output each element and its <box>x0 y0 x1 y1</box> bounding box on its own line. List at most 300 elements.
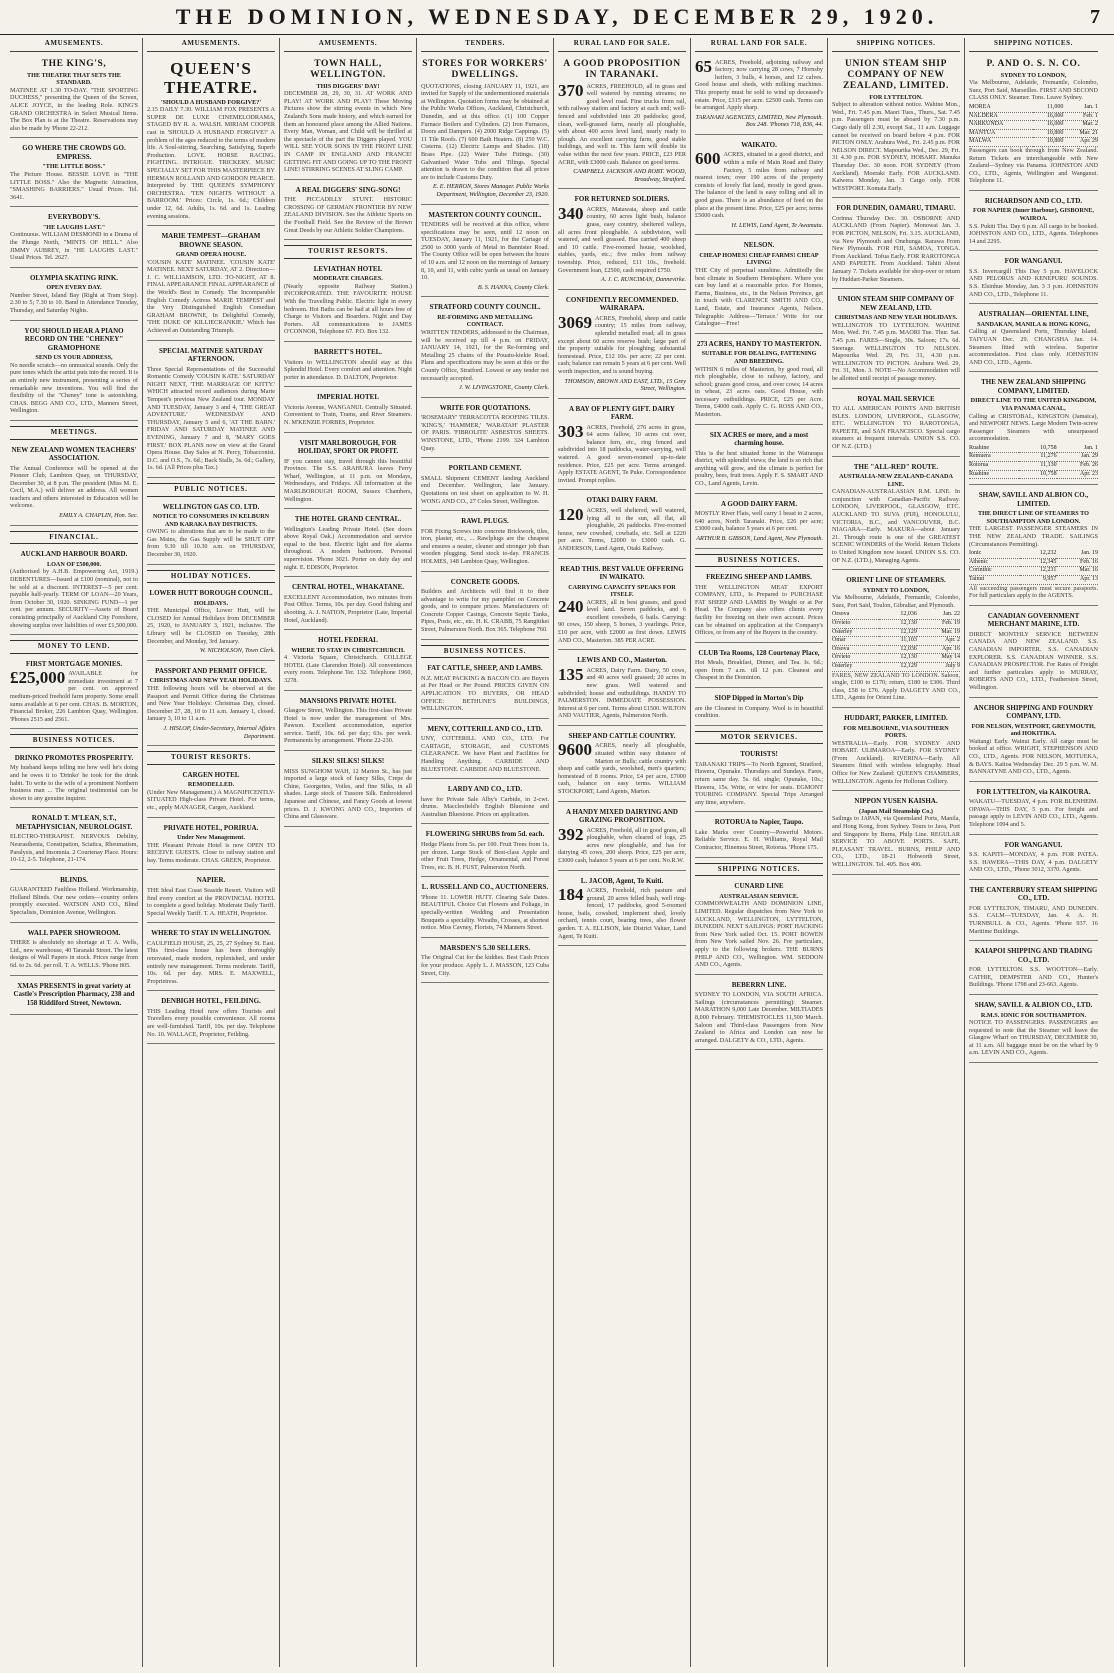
table-cell: Apr. 2 <box>917 637 960 646</box>
table-row <box>969 129 1098 138</box>
ad-text: TENDERS will be received at this office, where specifications may be seen, until 12 noon on TUESDAY, January 11, 1921, for the Cartage of 2500 to 3000 yards of Metal in Bannister Road. The County Office will be open between the hours of 10 a.m. and 12 noon on the mornings of January 8, 10, and 11, with cubic yards as usual on January 10. <box>421 221 549 282</box>
ad-body <box>10 171 138 201</box>
advertisement <box>284 512 412 577</box>
table-cell: 10,758 <box>1019 445 1057 453</box>
ad-heading: FOR WANGANUI. <box>1004 840 1063 849</box>
ad-subheading: "THE LITTLE BOSS." <box>42 163 106 171</box>
advertisement <box>695 879 823 974</box>
ad-heading: LOWER HUTT BOROUGH COUNCIL. <box>149 589 273 598</box>
ad-heading: DRINKO PROMOTES PROSPERITY. <box>14 753 134 762</box>
ad-body <box>695 829 823 852</box>
ad-body <box>558 742 686 795</box>
ad-heading: ANCHOR SHIPPING AND FOUNDRY COMPANY, LTD. <box>973 703 1094 721</box>
ad-body <box>10 568 138 629</box>
ad-heading: STORES FOR WORKERS' DWELLINGS. <box>422 58 548 80</box>
section-heading: TOURIST RESORTS. <box>147 751 275 765</box>
ad-heading: NIPPON YUSEN KAISHA. <box>854 797 938 806</box>
advertisement <box>832 711 960 791</box>
columns <box>6 38 1108 1667</box>
advertisement <box>284 390 412 432</box>
ad-body <box>10 362 138 415</box>
table-cell: Ionic <box>969 550 1020 558</box>
table-cell: Orvieto <box>832 620 879 629</box>
ad-text: THE following hours will be observed at the Passport and Permit Office during the Christmas and New Year Holidays: Christmas Day, closed. December 27, 28, 10 to 11 a.m. January 1, closed. January 3, 10 to 11 a.m. <box>147 684 275 723</box>
table-cell: Orsova <box>832 611 879 619</box>
advertisement <box>421 722 549 779</box>
column-6 <box>691 38 828 1667</box>
table-cell: 16,000 <box>1033 112 1064 121</box>
ad-heading: WHERE TO STAY IN WELLINGTON. <box>151 929 271 938</box>
ad-body <box>558 824 686 865</box>
ad-text: WELLINGTON TO LYTTELTON. WAHINE Mon. Wed. Fri. 7.45 p.m. MAORI Tue. Thur. Sat. 7.45 p.m. FARES—Single, 30s. Saloon; 17s. 6d. Steerage. WELLINGTON TO NELSON. Mapourika Wed. 29, Fri. 31, 4.30 p.m. WELLINGTON TO PICTON. Arahura Wed. 29, Fri. 31, Mon. 3. NOTE—No Accommodation will be allotted until receipt of passage money. <box>832 321 960 382</box>
sailing-table <box>832 611 960 671</box>
ad-body <box>421 528 549 566</box>
advertisement <box>695 978 823 1051</box>
ad-subheading: RE-FORMING AND METALLING CONTRACT. <box>437 313 533 329</box>
advertisement <box>695 570 823 643</box>
advertisement <box>147 229 275 341</box>
ad-text: ACRES, Matawaia, sheep and cattle country, 60 acres light bush, balance grass, easy country, sheltered valleys, all acres front ploughable. A subdivision, well watered, and well grassed. Has carried 400 sheep and 10 cattle. Five-roomed house, woolshed, stables, yards, etc.; five miles from railway township. Price, reduced, £11 10s., freehold. Government loan, £2500, cash required £750. <box>558 205 686 274</box>
ad-heading: MASTERTON COUNTY COUNCIL. <box>428 210 542 219</box>
ad-heading: BEBERRN LINE. <box>731 980 787 989</box>
page-number: 7 <box>1090 6 1100 28</box>
page-title: THE DOMINION, WEDNESDAY, DECEMBER 29, 1920. <box>175 4 939 29</box>
ad-text: ACRES, Freehold, adjoining railway and factory; now carrying 28 cows, 7 Hornsby heifers, 3 bulls, 4 horses, and 12 calves. Good house and sheds, with milking machines. This property must be sold to wind up deceased's estate. Price, £315 per acre. £2500 cash. Terms can be arranged. Apply sharp. <box>695 58 823 112</box>
column-2 <box>143 38 280 1667</box>
advertisement <box>969 883 1098 941</box>
ad-text: ACRES, well sheltered, well watered, lying all to the sun, all flat, all ploughable, 26 paddocks. Five-roomed house, new cowshed, cowbails, etc. Sell at £220 per acre. Terms, £2000 to £3000 cash. G. ANDERSON, Land Agent, Otaki Railway. <box>558 506 686 552</box>
ad-heading: A GOOD PROPOSITION IN TARANAKI. <box>563 58 681 80</box>
ad-body <box>147 789 275 812</box>
ad-signature: B. S. HANNA, County Clerk. <box>477 283 549 291</box>
table-cell: Jan. 1 <box>1057 445 1098 453</box>
ad-heading: SHAW, SAVILL & ALBION CO., LTD. <box>974 1001 1093 1009</box>
ad-body <box>969 79 1098 102</box>
table-row <box>969 453 1098 462</box>
table-row <box>969 558 1098 567</box>
advertisement <box>832 794 960 874</box>
table-row <box>969 445 1098 453</box>
advertisement <box>421 300 549 397</box>
ad-body <box>10 833 138 863</box>
table-cell: Rotorua <box>969 462 1019 471</box>
ad-text: FOR Fixing Screws into concrete Brickwork, tiles, iron, plaster, etc., ... Rawlplugs are the cheapest and ensures a neater, cleaner and stronger job than wooden plugging. Send stock to-day. FRANCIS HOLMES, 148 Lambton Quay, Wellington. <box>421 527 549 565</box>
table-cell: 11,276 <box>1019 453 1057 462</box>
ad-heading: OLYMPIA SKATING RINK. <box>29 273 119 282</box>
ad-body <box>969 328 1098 366</box>
ad-body <box>558 312 686 376</box>
ad-heading: THE "ALL-RED" ROUTE. <box>853 462 939 471</box>
table-cell: NALDERA <box>969 112 1033 121</box>
ad-heading: GO WHERE THE CROWDS GO. EMPRESS. <box>22 144 126 161</box>
table-cell: Mar. 16 <box>1056 567 1098 576</box>
table-cell: MOREA <box>969 104 1033 112</box>
advertisement <box>284 694 412 751</box>
ad-heading: BARRETT'S HOTEL. <box>313 348 383 357</box>
ad-body <box>284 707 412 745</box>
ad-heading: SHEEP AND CATTLE COUNTRY. <box>568 731 676 740</box>
ad-body <box>10 939 138 969</box>
table-cell: Apr. 16 <box>917 645 960 654</box>
ad-heading: MANSIONS PRIVATE HOTEL <box>299 696 397 705</box>
ad-body <box>421 954 549 977</box>
ad-heading: OTAKI DAIRY FARM. <box>586 496 658 505</box>
ad-body <box>695 900 823 968</box>
table-cell: 12,130 <box>879 620 917 629</box>
ad-text: ACRES, all in best grasses, and good level land. Seven paddocks, and 6 excellent cowsheds, 6 bails. Carrying: 90 cows, 150 sheep, 5 horses, 3 yearlings. Price, £10 per acre, with £2000 as first down. LEWIS AND CO., Masterton. 385 PER ACRE. <box>558 598 686 644</box>
advertisement <box>10 751 138 808</box>
advertisement <box>421 880 549 937</box>
ad-body <box>832 322 960 383</box>
ad-heading: HOTEL FEDERAL <box>318 636 378 645</box>
advertisement <box>284 436 412 510</box>
table-cell: 16,000 <box>1033 121 1064 130</box>
ad-heading: FAT CATTLE, SHEEP, AND LAMBS. <box>427 664 543 673</box>
ad-body <box>10 670 138 723</box>
ad-subheading: (Japan Mail Steamship Co.) <box>859 807 933 815</box>
ad-text: The Picture House. BESSIE LOVE in "THE LITTLE BOSS." Also the Magnetic Attraction, "SMASHING BARRIERS." Usual Prices. Tel. 3641. <box>10 170 138 201</box>
ad-body <box>832 101 960 192</box>
ad-body <box>10 231 138 261</box>
ad-subheading: AUSTRALIA-NEW ZEALAND-CANADA LINE. <box>839 473 953 488</box>
ad-body <box>284 359 412 382</box>
ad-heading: CENTRAL HOTEL, WHAKATANE. <box>291 583 405 592</box>
ad-body <box>969 268 1098 298</box>
ad-text: Builders and Architects will find it to their advantage to write for my pamphlet on Concrete goods, and to compare prices. Manufacturers of: Concrete Copper Casings, Concrete Septic Tanks, Pipes, Posts, etc., etc. H. K. CRABB, 75 Rangitikei Street, Palmerston North. Box 365. Telephone 760. <box>421 588 549 634</box>
advertisement <box>421 941 549 983</box>
ad-figure: 392 <box>558 824 584 844</box>
ad-text: THE Municipal Office, Lower Hutt, will be CLOSED for Annual Holidays from DECEMBER 25, 1920, to JANUARY 3, 1921, inclusive. The Library will be CLOSED on Tuesday, 28th December, and Monday, 3rd January. <box>147 607 275 645</box>
advertisement <box>284 345 412 387</box>
ad-body <box>558 421 686 485</box>
ad-subheading: FOR MELBOURNE, VIA SOUTHERN PORTS. <box>843 724 949 740</box>
table-cell: 12,129 <box>879 663 917 672</box>
ad-body <box>421 83 549 182</box>
ad-body <box>695 450 823 488</box>
ad-text: ACRES, FREEHOLD, all in grass and well watered by running streams; no good level road. Fine trucks from rail, with railway station and factory at each end; well-fenced and subdivided into 20 paddocks; good, clean, well-grassed farm, nearly all ploughable, with about 400 acres level land, nearly ready to plough. An excellent carrying farm, good stable buildings, and well in. This farm will double its value within the next few years. PRICE, £23 PER ACRE, with £3000 cash. Balance on good terms. <box>558 82 686 166</box>
ad-heading: THE NEW ZEALAND SHIPPING COMPANY, LIMITED. <box>981 378 1086 395</box>
advertisement <box>558 874 686 947</box>
ad-heading: PASSPORT AND PERMIT OFFICE. <box>155 666 267 675</box>
ad-text: ACRES, Freehold, all in good grass, all ploughable, when cleared of logs, 25 acres new ploughable, and has for dairying 45 cows, 200 sheep. Price, £25 per acre, £3000 cash, balance 5 years at 6 per cent. No.R.W. <box>558 826 686 864</box>
ad-text: Hot Meals, Breakfast, Dinner, and Tea. Is. 6d.; open from 7 a.m. till 12 p.m. Cleanest and Cheapest in the Dominion. <box>695 659 823 682</box>
advertisement <box>832 460 960 571</box>
ad-heading: BLINDS. <box>60 875 88 884</box>
ad-text: UNY, COTTERILL AND CO., LTD. For CARTAGE, STORAGE, and CUSTOMS CLEARANCE. We have Plant and Facilities for Handling Anything. CARBIDE AND BLUESTONE. CARBIDE AND BLUESTONE. <box>421 735 549 773</box>
ad-text: THE LARGEST PASSENGER STEAMERS IN THE NEW ZEALAND TRADE. SAILINGS (Circumstances Permitting). <box>969 525 1098 548</box>
ad-figure: 370 <box>558 80 584 100</box>
ad-subheading: 'SHOULD A HUSBAND FORGIVE?' <box>160 98 262 106</box>
advertisement <box>695 691 823 726</box>
section-heading: BUSINESS NOTICES. <box>695 554 823 568</box>
table-row <box>969 104 1098 112</box>
advertisement <box>969 488 1098 606</box>
ad-heading: WALL PAPER SHOWROOM. <box>27 928 121 937</box>
ad-text: Lake Marks over Country—Powerful Motors. Reliable Service. E. H. Williams, Royal Mail Contractor, Hinemoa Street, Rotorua. 'Phone 175. <box>695 828 823 852</box>
ad-heading: HUDDART, PARKER, LIMITED. <box>844 714 948 722</box>
ad-text: MOSTLY River Flats, well carry 1 beast to 2 acres, 640 acres, North Taranaki. Price, £26 per acre; £3000 cash, balance 5 years at 6 per cent. <box>695 510 823 533</box>
section-heading: HOLIDAY NOTICES. <box>147 570 275 584</box>
ad-text: Three Special Representations of the Successful Romantic Comedy 'COUSIN KATE.' SATURDAY NIGHT NEXT, 'THE MARRIAGE OF KITTY.' WHICH attracted record audiences during Marie Tempest's previous New Zealand tour. MONDAY AND TUESDAY, January 3 and 4, 'THE GREAT ADVENTURE.' WEDNESDAY AND THURSDAY, January 5 and 6, 'AT THE BARN.' FRIDAY AND SATURDAY MATINEE AND EVENING, January 7 and 8, 'MARY GOES FIRST.' BOX PLANS now on view at the Grand Opera House. Day Sales at N. Percy, Tobacconist. D.C. and O.S., 7s. 6d.; Back Stalls, 3s. 6d.; Gallery, 1s. 6d. (All Prices plus Tax.) <box>147 365 275 472</box>
advertisement <box>832 573 960 708</box>
advertisement <box>147 821 275 871</box>
ad-heading: STRATFORD COUNTY COUNCIL. <box>429 303 541 312</box>
ad-text: COMMONWEALTH AND DOMINION LINE, LIMITED. Regular dispatches from New York to AUCKLAND, WELLINGTON, LYTTELTON, DUNEDIN. NEXT SAILINGS: PORT HACKING from New York sailed Oct. 15. PORT BOWEN from New York sailed Nov. 26. For particulars, apply to the following brokers. THE BURNS PHILP AND CO., Wellington. WM. SEDDON AND CO., Agents. <box>695 900 823 969</box>
ad-text: Number Street, Island Bay (Right at Tram Stop). 2.30 to 5; 7.30 to 10. Band in Attendance Tuesday, Thursday, and Saturday Nights. <box>10 291 138 315</box>
ad-body <box>969 413 1098 443</box>
ad-heading: AUSTRALIAN—ORIENTAL LINE, <box>978 310 1089 319</box>
ad-body <box>832 815 960 868</box>
ad-body <box>421 329 549 382</box>
ad-body <box>10 465 138 511</box>
ad-text: MISS SUNGHOM WAH, 12 Marion St., has just imported a large stock of fancy Silks, Crepe de Chine, Georgettes, Voiles, and fine Silks, in all shades. Large stock of Tussore Silk. Embroidered Japanese and Chinese, and Fancy Goods at lowest prices. D. J. KWONG AND CO., Importers of China and Glassware. <box>284 767 412 821</box>
advertisement <box>969 944 1098 995</box>
ad-subheading: THE DIRECT LINE OF STEAMERS TO SOUTHAMPTON AND LONDON. <box>977 510 1089 525</box>
ad-text: ACRES, Freehold, sheep and cattle country; 15 miles from railway, splendid metalled road; all in grass except about 60 acres reserve bush; large part of the property suitable for ploughing; substantial homestead. Price, £12 10s. per acre; 22 per cent. cash; balance can remain 5 years at 6 per cent. Well worth inspection, and is sound buying. <box>558 314 686 375</box>
advertisement <box>147 56 275 227</box>
ad-heading: YOU SHOULD HEAR A PIANO RECORD ON THE "CHENEY" GRAMOPHONE <box>24 326 124 352</box>
ad-subheading: R.M.S. IONIC FOR SOUTHAMPTON. <box>980 1011 1087 1019</box>
ad-heading: CUNARD LINE <box>734 882 784 891</box>
ad-body <box>147 685 275 723</box>
ad-text: Calling at Queensland Ports, Thursday Island. TAIYUAN Dec. 29. CHANGSHA Jan. 14. Steamers fitted with wireless. Superior accommodation. First class only. JOHNSTON AND CO., LTD., Agents. <box>969 328 1098 366</box>
ad-text: SYDNEY TO LONDON, VIA SOUTH AFRICA. Sailings (circumstances permitting): Steamer. MARATHON 9,000 Late December. MILTIADES 8,000 February. THEMISTOCLES 11,500 March. Saloon and Third-class Passengers from New Zealand to Africa and London can now be arranged. DALGETY & CO., LTD., Agents. <box>695 991 823 1044</box>
ad-body <box>147 1008 275 1038</box>
table-row <box>832 663 960 672</box>
advertisement <box>695 646 823 688</box>
column-1 <box>6 38 143 1667</box>
ad-heading: FREEZING SHEEP AND LAMBS. <box>706 573 812 582</box>
ad-subheading: AUSTRALASIAN SERVICE. <box>719 892 799 900</box>
table-cell: Apr. 29 <box>1063 138 1098 147</box>
ad-figure: 3069 <box>558 312 592 332</box>
ad-subheading: SYDNEY TO LONDON, <box>1000 71 1067 79</box>
ad-body <box>147 940 275 986</box>
ad-text: No needle scratch—no unmusical sounds. Only the pure tones which the artist puts into the record. It is an entirely new instrument, presenting a series of remarkable new inventions. You will find the flexibility of the "Cheney" tone is astonishing. CHAS. BEGG AND CO., LTD., Manners Street, Wellington. <box>10 361 138 415</box>
ad-text: Via Melbourne, Adelaide, Fremantle, Colombo, Suez, Port Said, Toulon, Gibraltar, and Plymouth. <box>832 594 960 609</box>
table-cell: Ruahine <box>969 470 1019 479</box>
ad-heading: CARGEN HOTEL <box>182 770 240 779</box>
ad-text: S.S. KAPITI—MONDAY, 4 p.m. FOR PATEA. S.S. HAWERA—THIS DAY, 4 p.m. DALGETY AND CO., LTD., 'Phone 3012, 3370. Agents. <box>969 851 1098 874</box>
ad-heading: WRITE FOR QUOTATIONS. <box>439 403 531 412</box>
ad-body <box>969 1019 1098 1057</box>
ad-heading: SPECIAL MATINEE SATURDAY AFTERNOON. <box>158 346 264 364</box>
ad-body <box>147 607 275 645</box>
ad-body <box>284 458 412 504</box>
ad-text-tail: All succeeding passengers must secure passports. For full particulars apply to the AGENTS. <box>969 584 1098 600</box>
advertisement <box>147 500 275 565</box>
ad-heading: UNION STEAM SHIP COMPANY OF NEW ZEALAND, LTD. <box>837 295 955 312</box>
advertisement <box>421 827 549 877</box>
section-heading: SHIPPING NOTICES. <box>695 863 823 877</box>
ad-heading: VISIT MARLBOROUGH, FOR HOLIDAY, SPORT OR PROFIT. <box>297 438 399 456</box>
advertisement <box>969 998 1098 1063</box>
ad-heading: A REAL DIGGERS' SING-SONG! <box>295 185 401 194</box>
ad-body <box>695 761 823 807</box>
table-cell: Feb. 16 <box>1056 558 1098 567</box>
ad-text: have for Private Sale Alby's Carbide, in 2-cwt. drums. Macclesfield's English Bluestone and Australian Bluestone. Prices on application. <box>421 795 549 818</box>
advertisement <box>147 344 275 478</box>
table-cell: 12,129 <box>879 628 917 637</box>
column-heading: RURAL LAND FOR SALE. <box>558 38 686 52</box>
ad-figure: 240 <box>558 596 584 616</box>
ad-text: 'Phone 11. LOWER HUTT. Clearing Sale Dates. BEAUTIFUL Choice Cut Flowers and Foliage, in specially-written Wedding and Presentation Bouquets a speciality. Wreaths, Crosses, at shortest notice. Miss Cavney, Florists, 74 Manners Street. <box>421 893 549 932</box>
ad-body <box>421 894 549 932</box>
advertisement <box>969 838 1098 880</box>
section-heading: MEETINGS. <box>10 426 138 440</box>
advertisement <box>558 805 686 871</box>
ad-heading: CANADIAN GOVERNMENT MERCHANT MARINE, LTD. <box>987 611 1080 629</box>
ad-subheading: CHRISTMAS AND NEW YEAR HOLIDAYS. <box>834 314 958 322</box>
column-4 <box>417 38 554 1667</box>
ad-subheading: WHERE TO STAY IN CHRISTCHURCH. <box>291 646 405 654</box>
advertisement <box>284 183 412 240</box>
advertisement <box>421 782 549 824</box>
ad-text: THIS Leading Hotel now offers Tourists and Travellers every possible convenience. All rooms are well-furnished. Tariff, 10s. per day. Telephone No. 10. WALLACE, Proprietor, Feilding. <box>147 1007 275 1038</box>
table-cell: Remuera <box>969 453 1019 462</box>
advertisement <box>147 994 275 1044</box>
ad-body <box>10 87 138 133</box>
advertisement <box>695 138 823 235</box>
ad-body <box>284 196 412 234</box>
ad-body <box>558 203 686 274</box>
table-cell: Osterley <box>832 663 879 672</box>
ad-text: (Under New Management.) A MAGNIFICENTLY-SITUATED High-class Private Hotel. For terms, etc., apply MANAGER, Cargen, Auckland. <box>147 788 275 811</box>
ad-text: SMALL Shipment CEMENT landing Auckland end December. Wellington, late January. Quotations on test sheet on application to W. H. WONG AND CO., 27 Coles Street, Wellington. <box>421 474 549 505</box>
advertisement <box>10 926 138 976</box>
table-row <box>969 138 1098 147</box>
table-cell: Orvieto <box>832 654 879 663</box>
section-heading: MOTOR SERVICES. <box>695 731 823 745</box>
advertisement <box>147 873 275 923</box>
ad-text: THE Ideal East Coast Seaside Resort. Visitors will find every comfort at the PROVINCIAL HOTEL to complete a good holiday. Moderate Daily Tariff. Special Weekly Tariff. T. A. HEATH, Proprietor. <box>147 886 275 917</box>
table-row <box>969 550 1098 558</box>
table-cell: Feb. 1 <box>1063 112 1098 121</box>
column-heading: SHIPPING NOTICES. <box>969 38 1098 52</box>
ad-text: CANADIAN-AUSTRALASIAN R.M. LINE. In conjunction with Canadian-Pacific Railway. LONDON, LIVERPOOL, GLASGOW, ETC. AUCKLAND TO SUVA (FIJI), HONOLULU, VICTORIA, B.C., and VANCOUVER, B.C. NIAGARA—Early. MAKURA—about January 21. Through route is one of the GREATEST SCENIC WONDERS of the World. Return Tickets to United Kingdom now issued. UNION S.S. CO. OF N.Z. (LTD.), Managing Agents. <box>832 488 960 564</box>
ad-subheading: FOR NELSON, WESTPORT, GREYMOUTH, and HOKITIKA. <box>971 722 1096 738</box>
ad-heading: PORTLAND CEMENT. <box>448 464 522 473</box>
ad-body <box>147 366 275 472</box>
ad-subheading: REMODELLED. <box>187 781 235 789</box>
ad-heading: SHAW, SAVILL AND ALBION CO., LIMITED. <box>978 491 1089 508</box>
table-cell: 10,800 <box>1033 138 1064 147</box>
ad-text: 2.15 DAILY 7.30. WILLIAM FOX PRESENTS A SUPER DE LUXE CINEMELODRAMA, STAGED BY R. A. WALSH. MIRIAM COOPER cast in 'SHOULD A HUSBAND FORGIVE?' A problem of the ages reduced to the terms of modern life. A Soul-stirring, Searching, Satisfying, Superb Production. LOVE. HORSE RACING. FIGHTING. INTRIGUE. TRICKERY. MUSIC SPECIALLY SET FOR THIS MASTERPIECE BY HERMAN ROLLAND AND GORDON PEARCE. Interpreted by THE QUEEN'S SYMPHONY ORCHESTRA. 'TEN NIGHTS WITHOUT A BARROOM.' Prices: Circle, 1s. 6d.; Children under 12, 6d. Adults, 1s. 6d. and 1s. Leading evening sessions. <box>147 106 276 220</box>
ad-heading: LEVIATHAN HOTEL <box>313 264 383 273</box>
ad-subheading: THE THEATRE THAT SETS THE STANDARD. <box>27 71 121 87</box>
advertisement <box>695 56 823 135</box>
ad-heading: A HANDY MIXED DAIRYING AND GRAZING PROPOSITION. <box>566 807 678 825</box>
ad-figure: 184 <box>558 885 584 905</box>
ad-text: ACRES, Freehold, 276 acres in grass, 64 acres fallow, 10 acres cut over, balance fern, etc., ring fenced and subdivided into 18 paddocks, water-carrying, well watered. A good seven-roomed up-to-date residence. Price, £25 per acre. Terms arranged. Apply ESTATE AGENT, Te Puke. Correspondence invited. Prompt replies. <box>558 423 686 484</box>
ad-heading: FOR RETURNED SOLDIERS. <box>574 195 670 204</box>
ad-heading: THE KING'S, <box>41 58 107 69</box>
column-heading: AMUSEMENTS. <box>284 38 412 52</box>
advertisement <box>558 729 686 802</box>
ad-text: TARANAKI TRIPS—To North Egmont, Stratford, Hawera, Opunake. Thursdays and Sundays. Fares, return same day. 5s. 6d. single; Opunake, 10s.; Hawera, 15s. Write, or wire for seats. EGMONT TOURING COMPANY. Special Trips Arranged any time, anywhere. <box>695 760 823 806</box>
table-row <box>832 637 960 646</box>
ad-text: Hedge Plants from 5s. per 100. Fruit Trees from 1s. per dozen. Large Stock of Best-class Apple and other Fruit Trees, Hedge, Ornamental, and Forest Trees, etc. B. H. FUST, Palmerston North. <box>421 840 549 871</box>
ad-text: Corinna Thursday Dec. 30. OSBORNE AND AUCKLAND (From Napier). Monowai Jan. 3. FOR PICTON, NELSON, Fri. 3.15. AUCKLAND, via New Plymouth and Onehunga. Rarawa From New Plymouth. FOR FIJI, SAMOA, TONGA. From Auckland. Tofua Early. FOR RAROTONGA AND PAPEETE. From Auckland. Tahiti About January 7. Tickets available for shop-over or return by Huddart-Parker Steamers. <box>832 214 960 283</box>
advertisement <box>558 192 686 289</box>
advertisement <box>832 392 960 457</box>
ad-text: IF you cannot stay, travel through this beautiful Province. The S.S. ARAHURA leaves Ferry Wharf, Wellington, at 11 p.m. on Mondays, Wednesdays, and Fridays. All information at the MARLBOROUGH ROOM, Sussex Chambers, Wellington. <box>284 457 412 503</box>
ad-subheading: SEND US YOUR ADDRESS, <box>35 354 113 362</box>
column-7 <box>828 38 965 1667</box>
ad-text: Subject to alteration without notice. Wahine Mon., Wed., Fri. 7.45 p.m. Maori Tues., Thurs., Sat. 7.45 p.m. Passengers must be aboard by 7.30 p.m. Cargo daily till 2.30, except Sat., 11 a.m. Luggage cannot be received on board before 4 p.m. FOR PICTON ONLY. Arahura Wed., Fri. 2.45 p.m. FOR NELSON DIRECT. Mapourika Wed., Dec. 29, Fri. 31 4.30 p.m. FOR SYDNEY, HOBART. Manuka Thursday Dec. 30 noon. FOR SYDNEY (From Auckland). Moeraki Early. FOR AUCKLAND. Kaiwera Monday, Jan. 3 Cargo only. FOR WESTPORT. Komata Early. <box>832 101 960 192</box>
column-heading: SHIPPING NOTICES. <box>832 38 960 52</box>
ad-subheading: DIRECT LINE TO THE UNITED KINGDOM, VIA PANAMA CANAL, <box>970 397 1097 412</box>
ad-body <box>421 221 549 282</box>
ad-heading: L. RUSSELL AND CO., AUCTIONEERS. <box>421 883 549 892</box>
ad-heading: UNION STEAM SHIP COMPANY OF NEW ZEALAND, LIMITED. <box>842 58 949 91</box>
table-cell: Tainui <box>969 576 1020 585</box>
table-cell: 12,232 <box>1020 550 1057 558</box>
advertisement <box>695 497 823 549</box>
ad-heading: SILKS! SILKS! SILKS! <box>311 757 385 766</box>
advertisement <box>421 401 549 458</box>
section-heading: FINANCIAL. <box>10 531 138 545</box>
table-row <box>969 121 1098 130</box>
ad-body <box>695 705 823 720</box>
table-cell: 12,345 <box>1020 558 1057 567</box>
ad-body <box>558 887 686 940</box>
ad-body <box>969 223 1098 246</box>
ad-text: MATINEE AT 1.30 TO-DAY. "THE SPORTING DUCHESS," presenting the Queen of the Screen, ALICE JOYCE, in the leading Role. KING'S GRAND ORCHESTRA in Select Musical Items. The Box Plan is at the Theatre. Reservations may also be made by 'Phone 22-212. <box>10 86 138 132</box>
ad-text-tail: FARES, NEW ZEALAND TO LONDON. Saloon, single, £100 to £170; return, £180 to £306. Third class, £58 to £76. Apply DALGETY AND CO., LTD., Agents for Orient Line. <box>832 671 960 702</box>
ad-signature: J. W. LIVINGSTONE, County Clerk. <box>458 384 549 392</box>
ad-signature: THOMSON, BROWN AND EAST, LTD., 15 Grey Street, Wellington. <box>564 377 686 393</box>
advertisement <box>558 653 686 726</box>
ad-body <box>695 267 823 328</box>
table-cell: 11,000 <box>1033 104 1064 112</box>
ad-body <box>147 106 275 220</box>
ad-body <box>969 966 1098 989</box>
advertisement <box>832 56 960 199</box>
ad-text: FOR LYTTELTON, TIMARU, AND DUNEDIN. S.S. CALM—TUESDAY, Jan. 4. A. H. TURNBULL & CO., Agents. 'Phone 937. 16 Maritime Buildings. <box>969 904 1098 935</box>
ad-heading: RAWL PLUGS. <box>461 517 509 526</box>
ad-body <box>558 80 686 167</box>
advertisement <box>10 56 138 139</box>
table-row <box>969 470 1098 479</box>
ad-heading: NEW ZEALAND WOMEN TEACHERS' ASSOCIATION. <box>11 445 137 462</box>
table-cell: Orsova <box>832 645 879 654</box>
ad-text: ACRES, nearly all ploughable, situated within easy distance of Marton or Bulls; cattle country with sheep and cattle yards, woolshed, men's quarters; homestead of 8 rooms. Price, £4 per acre, £7000 cash, balance on easy terms. WILLIAM STOCKPORT, Land Agents, Marton. <box>558 742 686 795</box>
ad-body <box>10 292 138 315</box>
table-cell: Ruahine <box>969 445 1019 453</box>
ad-subheading: THIS DIGGERS' DAY! <box>316 82 380 90</box>
advertisement <box>147 768 275 818</box>
table-cell: May 14 <box>917 654 960 663</box>
advertisement <box>421 661 549 718</box>
sailing-table <box>969 550 1098 584</box>
ad-body <box>969 905 1098 935</box>
ad-text: DECEMBER 28, 29, 30, 31. AT WORK AND PLAY! AT WORK AND PLAY! These Moving Pictures show the stirring events in which New Zealand's Sons made history, and which earned for them an honoured place among the Allied Nations. Every Man, Woman, and Child will be thrilled at the spectacle of the part the Diggers played. YOU WILL SEE YOUR SONS IN THE FRONT LINE IN CAMP IN ENGLAND AND FRANCE! GETTING FIT AND GOING UP TO THE FRONT LINE! STIRRING SCENES AT SLING CAMP. <box>284 90 412 174</box>
ad-figure: 9600 <box>558 740 592 760</box>
ad-heading: RICHARDSON AND CO., LTD. <box>984 196 1083 205</box>
ad-heading: FIRST MORTGAGE MONIES. <box>25 659 123 668</box>
sailing-table <box>969 104 1098 147</box>
advertisement <box>10 141 138 207</box>
ad-text: THE PICCADILLY STUNT. HISTORIC CROSSING OF GERMAN FRONTIER BY NEW ZEALAND DIVISION. See the Athletic Sports on the Football Field. See the Review of the Brown Great Deeds by our Athletic Soldier Champions. <box>284 196 412 234</box>
advertisement <box>832 201 960 289</box>
ad-body <box>147 887 275 917</box>
ad-subheading: MODERATE CHARGES. <box>313 275 383 283</box>
ad-heading: FOR LYTTELTON, via KAIKOURA. <box>976 787 1091 796</box>
ad-signature: E. E. HERRON, Stores Manager. Public Works Department, Wellington, December 23, 1920. <box>432 183 549 198</box>
advertisement <box>10 811 138 869</box>
advertisement <box>695 337 823 425</box>
